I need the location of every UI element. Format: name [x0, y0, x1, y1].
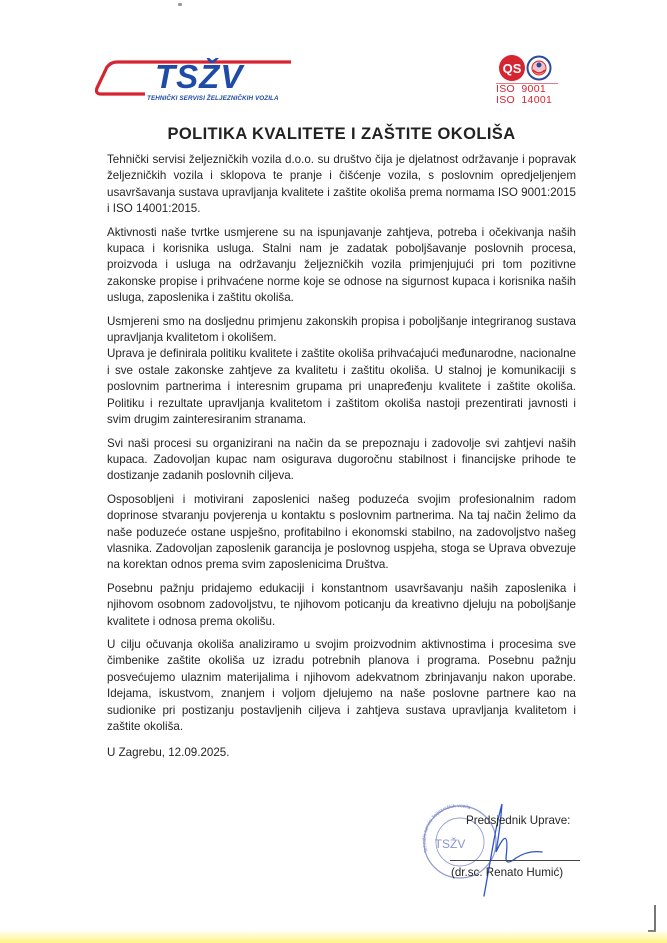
stamp-center-text: TSŽV: [434, 837, 466, 851]
certification-seal-icon: [526, 54, 552, 82]
scan-corner-mark: [654, 905, 656, 931]
paragraph-environment: U cilju očuvanja okoliša analiziramo u svojim proizvodnim aktivnostima i procesima sve čimbenike zaštite okoliša uz izradu potrebnih planova i programa. Posebnu pažnju posvećujemo ulaznim materijalima i njihovom adekvatnom zbrinjavanju nakon uporabe. Idejama, iskustvom, znanjem i voljom djelujemo na naše poslovne partnere kao na sudionike pri postizanju postavljenih ciljeva i zahtjeva sustava upravljanja kvalitetom i zaštite okoliša.: [107, 637, 576, 733]
paragraph-education: Posebnu pažnju pridajemo edukaciji i konstantnom usavršavanju naših zaposlenika i njihovom osobnom zadovoljstvu, te njihovom poticanju da kreativno djeluju na poboljšanje kvalitete i odnosa prema okolišu.: [107, 581, 576, 628]
document-title: POLITIKA KVALITETE I ZAŠTITE OKOLIŠA: [167, 125, 516, 143]
logo-wordmark: TSŽV: [155, 58, 244, 95]
document-body: [107, 124, 576, 761]
signature-line: [450, 860, 580, 861]
paragraph-intro: Tehnički servisi željezničkih vozila d.o.o. su društvo čija je djelatnost održavanje i popravak željezničkih vozila i sklopova te pranje i čišćenje vozila, s poslovnim opredjeljenjem usavršavanja sustava upravljanja kvalitete i zaštite okoliša prema normama ISO 9001:2015 i ISO 14001:2015.: [107, 153, 576, 216]
place-and-date: U Zagrebu, 12.09.2025.: [107, 746, 230, 760]
paragraph-activities: Aktivnosti naše tvrtke usmjerene su na ispunjavanje zahtjeva, potreba i očekivanja naših kupaca i korisnika usluga. Stalni nam je zadatak poboljšavanje poslovnih procesa, proizvoda i usluga na održavanju željezničkih vozila primjenjujući pri tom pozitivne zakonske propise i prihvaćene norme koje se odnose na sigurnost kupaca i korisnika naših usluga, zaposlenika i zaštitu okoliša.: [107, 225, 576, 305]
signature-block: [420, 800, 590, 900]
paragraph-processes: Svi naši procesi su organizirani na način da se prepoznaju i zadovolje svi zahtjevi naših kupaca. Zadovoljan kupac nam osigurava dugoročnu stabilnost i financijske prihode te dostizanje zadanih poslovnih ciljeva.: [107, 436, 576, 483]
iso-14001-label: ISO 14001: [496, 94, 553, 106]
paragraph-management: Uprava je definirala politiku kvalitete i zaštite okoliša prihvaćajući međunarodne, nacionalne i sve ostale zakonske zahtjeve za kvalitetu i zaštitu okoliša. U stalnoj je komunikaciji s poslovnim partnerima i interesnim grupama pri unapređenju kvalitete i zaštite okoliša. Politiku i rezultate upravljanja kvalitetom i zaštitom okoliša nastoji prezentirati javnosti i svim drugim zainteresiranim stranama.: [107, 347, 576, 427]
qs-certification-icon: [498, 54, 526, 82]
company-logo: [95, 58, 305, 104]
paragraph-employees: Osposobljeni i motivirani zaposlenici našeg poduzeća svojim profesionalnim radom doprinose stvaranju povjerenja u kontaktu s poslovnim partnerima. Na taj način želimo da naše poduzeće ostane uspješno, profitabilno i ekonomski stabilno, na zadovoljstvo našeg vlasnika. Zadovoljan zaposlenik garancija je poslovnog uspjeha, stoga se Uprava obvezuje na korektan odnos prema svim zaposlenicima Društva.: [107, 492, 576, 572]
paragraph-legal-focus: Usmjereni smo na dosljednu primjenu zakonskih propisa i poboljšanje integriranog sustava upravljanja kvalitetom i okolišem.: [107, 314, 576, 345]
scan-mark: [178, 3, 182, 6]
iso-9001-label: ISO 9001: [496, 83, 546, 95]
stamp-ring-text: Tehnički servisi željezničkih vozila: [421, 803, 472, 854]
scan-edge-highlight: [0, 930, 667, 943]
certification-logos: [496, 52, 566, 108]
signatory-title: Predsjednik Uprave:: [466, 814, 571, 827]
logo-subtitle: TEHNIČKI SERVISI ŽELJEZNIČKIH VOZILA: [147, 95, 279, 102]
qs-logo-text: QS: [502, 61, 522, 76]
signatory-name: (dr.sc. Renato Humić): [451, 866, 564, 879]
